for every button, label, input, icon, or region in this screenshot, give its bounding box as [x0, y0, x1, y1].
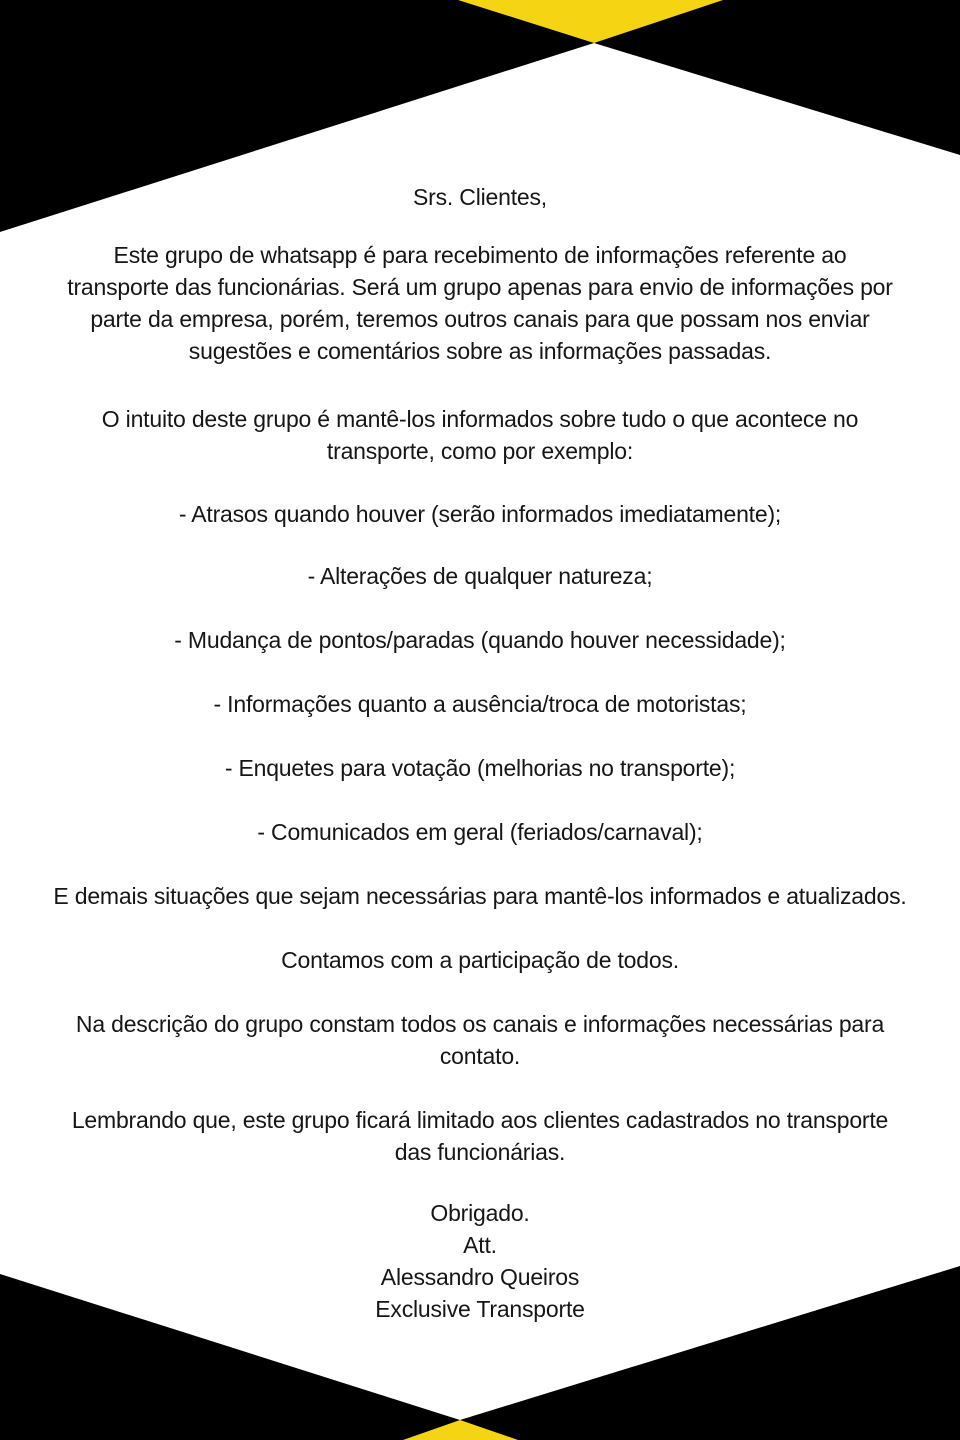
- text-line: Este grupo de whatsapp é para recebimento de informações referente ao: [113, 242, 847, 268]
- greeting-line: [0, 181, 960, 213]
- text-line: Na descrição do grupo constam todos os canais e informações necessárias para: [75, 1011, 885, 1037]
- text-line: transporte, como por exemplo:: [326, 438, 634, 464]
- text-line: das funcionárias.: [394, 1139, 566, 1165]
- text-line: Srs. Clientes,: [413, 184, 547, 210]
- text-line: E demais situações que sejam necessárias para mantê-los informados e atualizados.: [53, 883, 907, 909]
- signature-name: Alessandro Queiros: [380, 1264, 580, 1290]
- text-line: - Enquetes para votação (melhorias no transporte);: [224, 755, 736, 781]
- text-line: Lembrando que, este grupo ficará limitado aos clientes cadastrados no transporte: [71, 1107, 889, 1133]
- bullet-item-drivers: [0, 688, 960, 720]
- closing-paragraph: [0, 880, 960, 912]
- bullet-item-delays: [0, 498, 960, 530]
- limitation-paragraph: [0, 1104, 960, 1168]
- bullet-item-changes: [0, 560, 960, 592]
- text-line: sugestões e comentários sobre as informações passadas.: [188, 338, 772, 364]
- signature-company: Exclusive Transporte: [375, 1296, 585, 1322]
- intro-paragraph: [0, 239, 960, 367]
- bullet-item-notices: [0, 816, 960, 848]
- text-line: parte da empresa, porém, teremos outros canais para que possam nos enviar: [90, 306, 870, 332]
- description-paragraph: [0, 1008, 960, 1072]
- text-line: contato.: [439, 1043, 521, 1069]
- signature-att: Att.: [463, 1232, 497, 1258]
- purpose-paragraph: [0, 403, 960, 467]
- text-line: Contamos com a participação de todos.: [281, 947, 679, 973]
- text-line: transporte das funcionárias. Será um grupo apenas para envio de informações por: [67, 274, 893, 300]
- bullet-item-polls: [0, 752, 960, 784]
- text-line: - Alterações de qualquer natureza;: [307, 563, 653, 589]
- text-line: - Comunicados em geral (feriados/carnaval);: [257, 819, 703, 845]
- text-line: - Atrasos quando houver (serão informados imediatamente);: [178, 501, 782, 527]
- text-line: - Mudança de pontos/paradas (quando houver necessidade);: [174, 627, 786, 653]
- text-line: O intuito deste grupo é mantê-los informados sobre tudo o que acontece no: [101, 406, 859, 432]
- participation-line: [0, 944, 960, 976]
- signature-block: [0, 1197, 960, 1325]
- signature-thanks: Obrigado.: [430, 1200, 530, 1226]
- bullet-item-stops: [0, 624, 960, 656]
- text-line: - Informações quanto a ausência/troca de motoristas;: [213, 691, 747, 717]
